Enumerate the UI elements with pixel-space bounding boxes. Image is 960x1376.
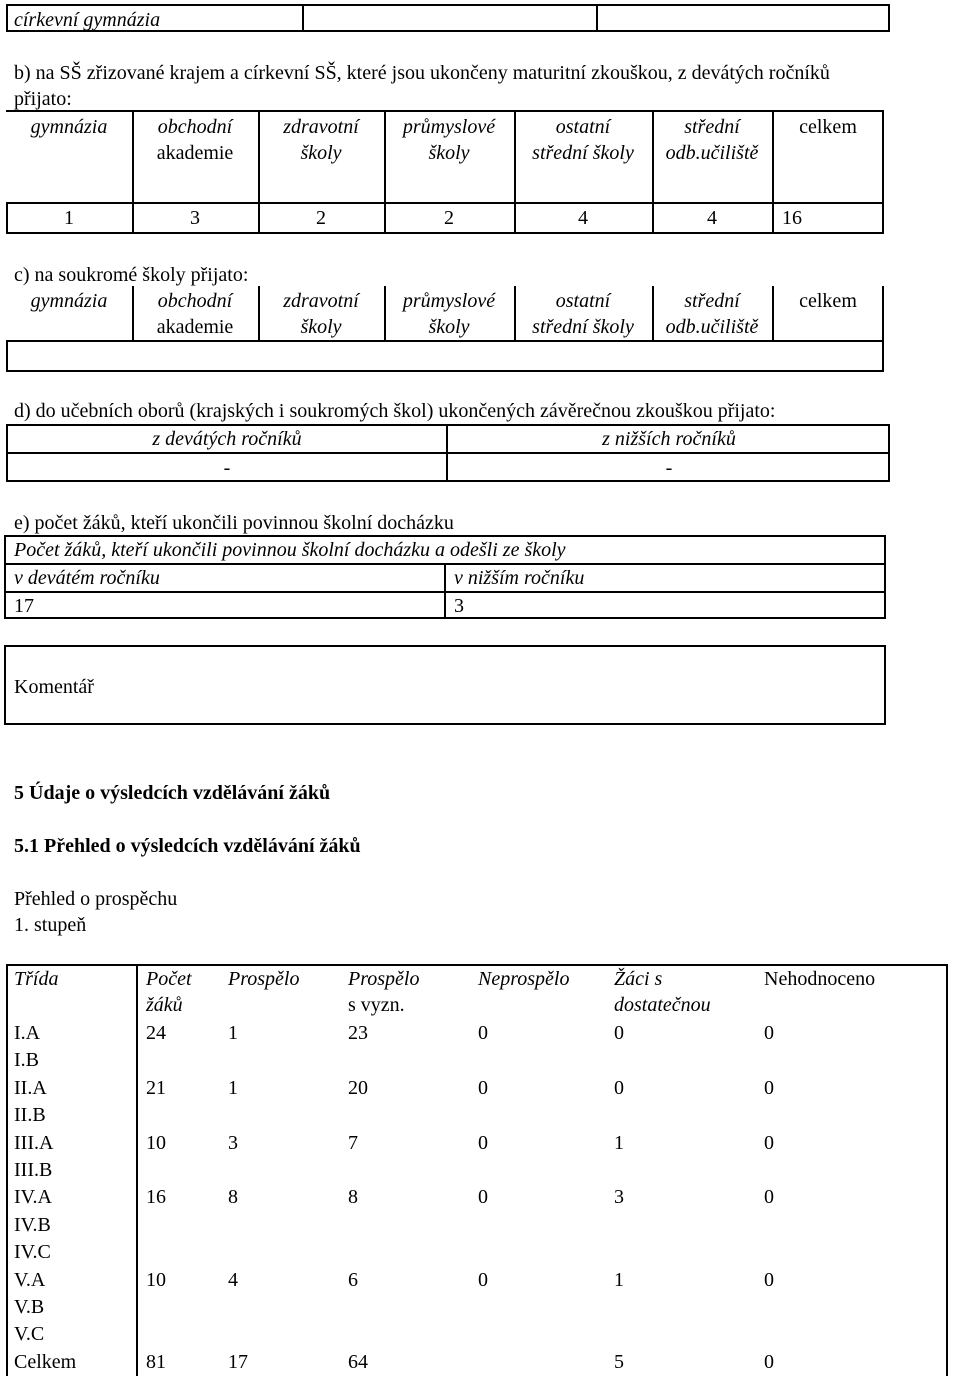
sd-val1: - <box>223 457 231 479</box>
results-cell: 0 <box>614 1022 624 1044</box>
sb-header-2: obchodní akademie <box>156 116 234 164</box>
section-e-heading: e) počet žáků, kteří ukončili povinnou školní docházku <box>14 512 454 534</box>
results-header-5 <box>478 966 569 992</box>
results-cell: 1 <box>614 1269 624 1291</box>
results-header-6 <box>614 966 711 1018</box>
section-c-heading: c) na soukromé školy přijato: <box>14 264 249 286</box>
sc-header-6: střední odb.učiliště <box>665 290 759 338</box>
results-header-line2: dostatečnou <box>614 994 711 1016</box>
results-cell: 1 <box>228 1077 238 1099</box>
results-cell: 3 <box>614 1186 624 1208</box>
overview-label: Přehled o prospěchu <box>14 888 178 910</box>
results-row-label: Celkem <box>14 1351 77 1373</box>
results-row-label: IV.B <box>14 1214 51 1236</box>
results-cell: 81 <box>146 1351 166 1373</box>
sd-col1: z devátých ročníků <box>152 428 302 450</box>
results-header-line1: Nehodnoceno <box>764 968 876 990</box>
results-cell: 64 <box>348 1351 368 1373</box>
results-row-label: IV.C <box>14 1241 51 1263</box>
section-b-heading-line2: přijato: <box>14 88 72 110</box>
results-cell: 20 <box>348 1077 368 1099</box>
se-val1: 17 <box>14 595 34 617</box>
results-cell: 7 <box>348 1132 358 1154</box>
se-col1: v devátém ročníku <box>14 567 160 589</box>
results-cell: 1 <box>614 1132 624 1154</box>
results-cell: 16 <box>146 1186 166 1208</box>
sc-header-3: zdravotní školy <box>283 290 359 338</box>
results-header-1 <box>14 966 58 992</box>
results-row-label: III.B <box>14 1159 53 1181</box>
results-cell: 0 <box>478 1186 488 1208</box>
results-header-4 <box>348 966 419 1018</box>
results-header-line1: Neprospělo <box>478 968 570 990</box>
results-cell: 0 <box>478 1269 488 1291</box>
results-cell: 0 <box>478 1077 488 1099</box>
sb-header-4: průmyslové školy <box>402 116 496 164</box>
sc-header-5: ostatní střední školy <box>532 290 634 338</box>
results-cell: 3 <box>228 1132 238 1154</box>
results-cell: 0 <box>614 1077 624 1099</box>
sb-header-7: celkem <box>799 116 857 138</box>
results-header-7 <box>764 966 875 992</box>
section-d-heading: d) do učebních oborů (krajských i soukromých škol) ukončených závěrečnou zkouškou přijato: <box>14 400 776 422</box>
section-b-heading-line1: b) na SŠ zřizované krajem a církevní SŠ, které jsou ukončeny maturitní zkouškou, z devátých ročníků <box>14 62 830 84</box>
comment-label: Komentář <box>14 676 94 698</box>
results-header-line1: Žáci s <box>614 968 663 990</box>
results-cell: 21 <box>146 1077 166 1099</box>
se-table-title: Počet žáků, kteří ukončili povinnou školní docházku a odešli ze školy <box>14 539 566 561</box>
sb-value-3: 2 <box>316 207 326 229</box>
results-cell: 0 <box>764 1077 774 1099</box>
results-cell: 4 <box>228 1269 238 1291</box>
results-row-label: II.A <box>14 1077 47 1099</box>
results-row-label: II.B <box>14 1104 46 1126</box>
results-header-line1: Třída <box>14 968 59 990</box>
results-cell: 10 <box>146 1269 166 1291</box>
sc-header-2: obchodní akademie <box>156 290 234 338</box>
sb-value-1: 1 <box>64 207 74 229</box>
results-header-line1: Prospělo <box>228 968 300 990</box>
results-row-label: V.A <box>14 1269 46 1291</box>
sb-header-1: gymnázia <box>30 116 108 138</box>
results-cell: 0 <box>764 1186 774 1208</box>
comment-box[interactable] <box>4 645 886 725</box>
results-row-label: I.B <box>14 1049 39 1071</box>
results-row-label: V.C <box>14 1323 45 1345</box>
sb-value-6: 4 <box>707 207 717 229</box>
results-header-2 <box>146 966 192 1018</box>
sb-value-5: 4 <box>578 207 588 229</box>
sb-value-4: 2 <box>444 207 454 229</box>
results-cell: 23 <box>348 1022 368 1044</box>
results-cell: 6 <box>348 1269 358 1291</box>
se-val2: 3 <box>454 595 464 617</box>
heading-5: 5 Údaje o výsledcích vzdělávání žáků <box>14 782 331 804</box>
results-header-line1: Prospělo <box>348 968 420 990</box>
top-row-label: církevní gymnázia <box>14 9 161 31</box>
results-cell: 10 <box>146 1132 166 1154</box>
results-header-line1: Počet <box>146 968 192 990</box>
sc-header-1: gymnázia <box>30 290 108 312</box>
results-cell: 24 <box>146 1022 166 1044</box>
results-cell: 0 <box>764 1269 774 1291</box>
results-cell: 1 <box>228 1022 238 1044</box>
results-row-label: I.A <box>14 1022 41 1044</box>
se-col2: v nižším ročníku <box>454 567 585 589</box>
results-cell: 0 <box>478 1022 488 1044</box>
sb-header-5: ostatní střední školy <box>532 116 634 164</box>
results-row-label: V.B <box>14 1296 45 1318</box>
heading-5-1: 5.1 Přehled o výsledcích vzdělávání žáků <box>14 835 361 857</box>
results-cell: 8 <box>348 1186 358 1208</box>
results-row-label: III.A <box>14 1132 54 1154</box>
results-cell: 0 <box>478 1132 488 1154</box>
top-table <box>6 4 890 32</box>
results-row-label: IV.A <box>14 1186 52 1208</box>
sb-header-6: střední odb.učiliště <box>665 116 759 164</box>
results-header-line2: s vyzn. <box>348 994 405 1016</box>
sc-header-4: průmyslové školy <box>402 290 496 338</box>
sb-value-7: 16 <box>782 207 802 229</box>
results-cell: 0 <box>764 1132 774 1154</box>
sd-val2: - <box>665 457 673 479</box>
results-cell: 17 <box>228 1351 248 1373</box>
sc-header-7: celkem <box>799 290 857 312</box>
results-cell: 5 <box>614 1351 624 1373</box>
results-header-line2: žáků <box>146 994 183 1016</box>
results-cell: 0 <box>764 1351 774 1373</box>
sd-col2: z nižších ročníků <box>602 428 736 450</box>
results-cell: 8 <box>228 1186 238 1208</box>
results-cell: 0 <box>764 1022 774 1044</box>
sb-header-3: zdravotní školy <box>283 116 359 164</box>
results-header-3 <box>228 966 299 992</box>
sb-value-2: 3 <box>190 207 200 229</box>
stage-label: 1. stupeň <box>14 914 87 936</box>
